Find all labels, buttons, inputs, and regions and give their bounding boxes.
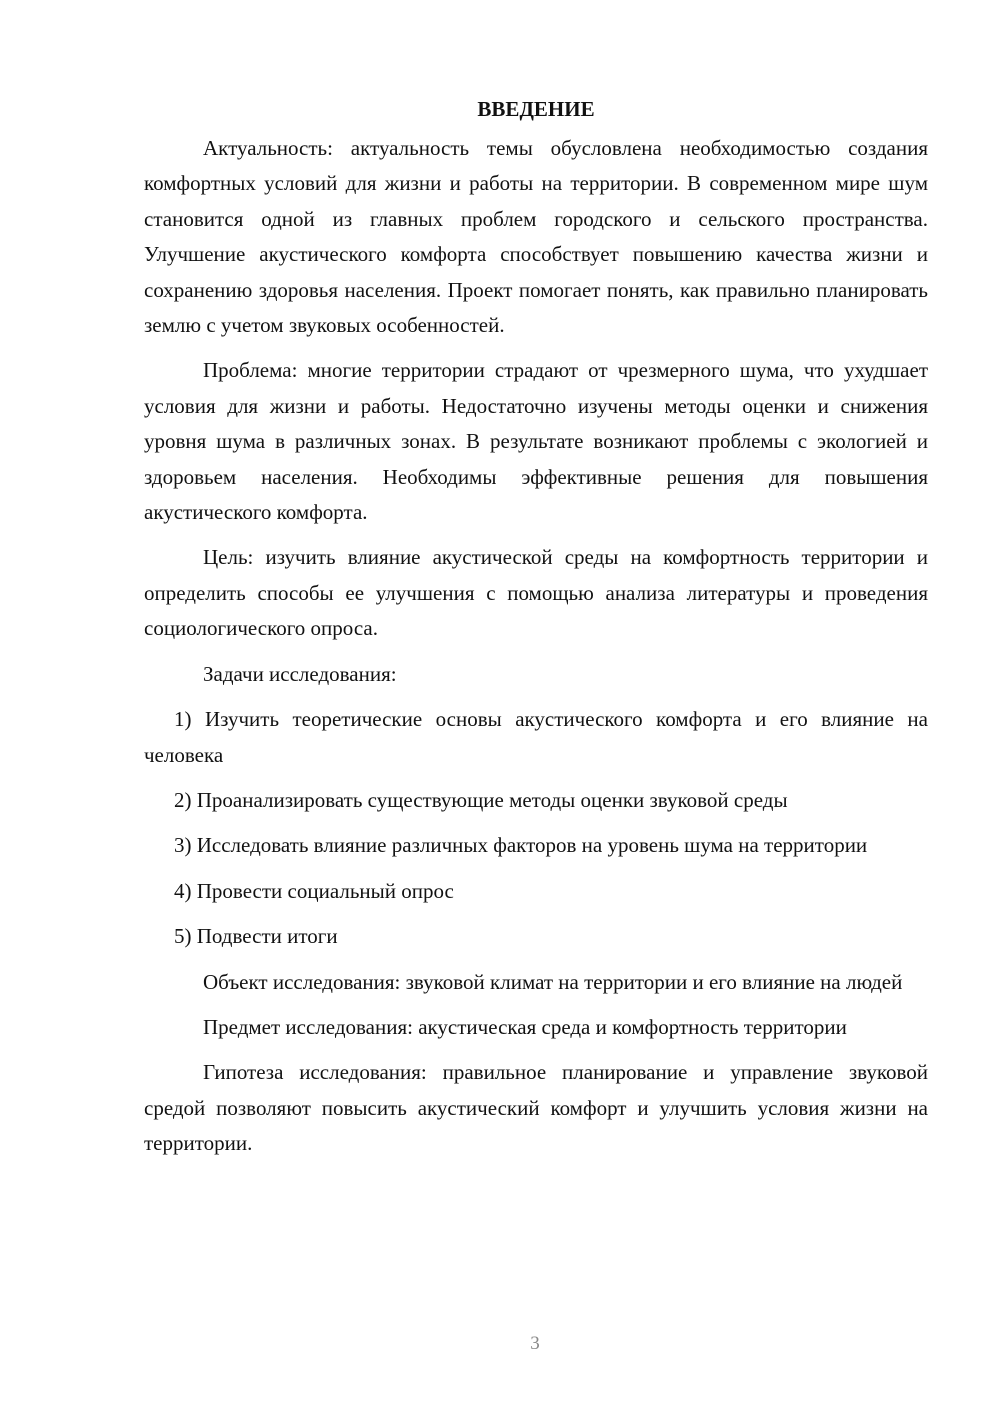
task-item-2: 2) Проанализировать существующие методы оценки звуковой среды: [174, 787, 788, 812]
object-paragraph: Объект исследования: звуковой климат на территории и его влияние на людей: [203, 969, 903, 994]
subject-paragraph: Предмет исследования: акустическая среда и комфортность территории: [203, 1014, 847, 1039]
section-heading: ВВЕДЕНИЕ: [477, 97, 595, 121]
task-item-1: 1) Изучить теоретические основы акустического комфорта и его влияние на человека: [144, 707, 928, 767]
task-item-3: 3) Исследовать влияние различных факторов на уровень шума на территории: [174, 833, 868, 858]
goal-paragraph: Цель: изучить влияние акустической среды на комфортность территории и определить способы ее улучшения с помощью анализа литературы и проведения социологического опроса.: [144, 545, 928, 641]
task-item-4: 4) Провести социальный опрос: [174, 878, 454, 903]
problem-paragraph: Проблема: многие территории страдают от чрезмерного шума, что ухудшает условия для жизни и работы. Недостаточно изучены методы оценки и снижения уровня шума в различных зонах. В результате возникают проблемы с экологией и здоровьем населения. Необходимы эффективные решения для повышения акустического комфорта.: [144, 358, 928, 525]
relevance-paragraph: Актуальность: актуальность темы обусловлена необходимостью создания комфортных условий для жизни и работы на территории. В современном мире шум становится одной из главных проблем городского и сельского пространства. Улучшение акустического комфорта способствует повышению качества жизни и сохранению здоровья населения. Проект помогает понять, как правильно планировать землю с учетом звуковых особенностей.: [144, 136, 928, 338]
hypothesis-paragraph: Гипотеза исследования: правильное планирование и управление звуковой средой позволяют повысить акустический комфорт и улучшить условия жизни на территории.: [144, 1060, 928, 1156]
tasks-label: Задачи исследования:: [203, 661, 397, 686]
page-number: 3: [530, 1333, 540, 1354]
page-body: [144, 92, 928, 1172]
task-item-5: 5) Подвести итоги: [174, 924, 338, 949]
